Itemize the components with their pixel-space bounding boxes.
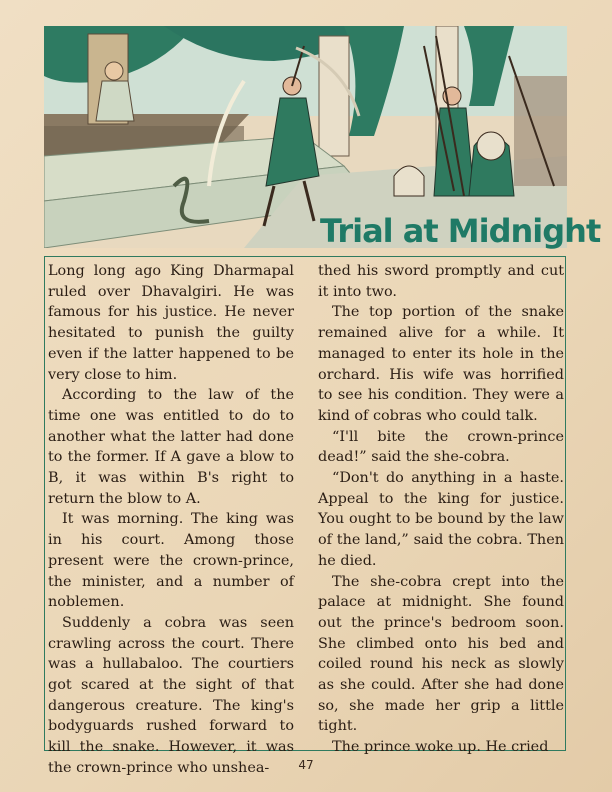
right-column: [318, 261, 564, 758]
paragraph: thed his sword promptly and cut it into two.: [318, 263, 564, 300]
paragraph: Suddenly a cobra was seen crawling across the court. There was a hullabaloo. The courtiers got scared at the sight of that dangerous creature. The king's bodyguards rushed forward to kill the snake. However, it was the crown-prince who unshea-: [48, 614, 294, 776]
page-number: 47: [298, 758, 314, 772]
story-title: Trial at Midnight: [320, 212, 601, 250]
paragraph: The prince woke up. He cried: [332, 739, 549, 756]
paragraph: The she-cobra crept into the palace at midnight. She found out the prince's bedroom soon. She climbed onto his bed and coiled round his neck as slowly as she could. After she had done so, she made her grip a little tight.: [318, 573, 564, 735]
left-column: [48, 261, 294, 779]
paragraph: “Don't do anything in a haste. Appeal to the king for justice. You ought to be bound by the law of the land,” said the cobra. Then he died.: [318, 470, 564, 569]
paragraph: Long long ago King Dharmapal ruled over Dhavalgiri. He was famous for his justice. He never hesitated to punish the guilty even if the latter happened to be very close to him.: [48, 263, 294, 383]
paragraph: The top portion of the snake remained alive for a while. It managed to enter its hole in the orchard. His wife was horrified to see his condition. They were a kind of cobras who could talk.: [318, 304, 564, 424]
paragraph: According to the law of the time one was entitled to do to another what the latter had done to the former. If A gave a blow to B, it was within B's right to return the blow to A.: [48, 387, 294, 507]
paragraph: “I'll bite the crown-prince dead!” said the she-cobra.: [318, 428, 564, 466]
paragraph: It was morning. The king was in his court. Among those present were the crown-prince, the minister, and a number of noblemen.: [48, 511, 294, 611]
